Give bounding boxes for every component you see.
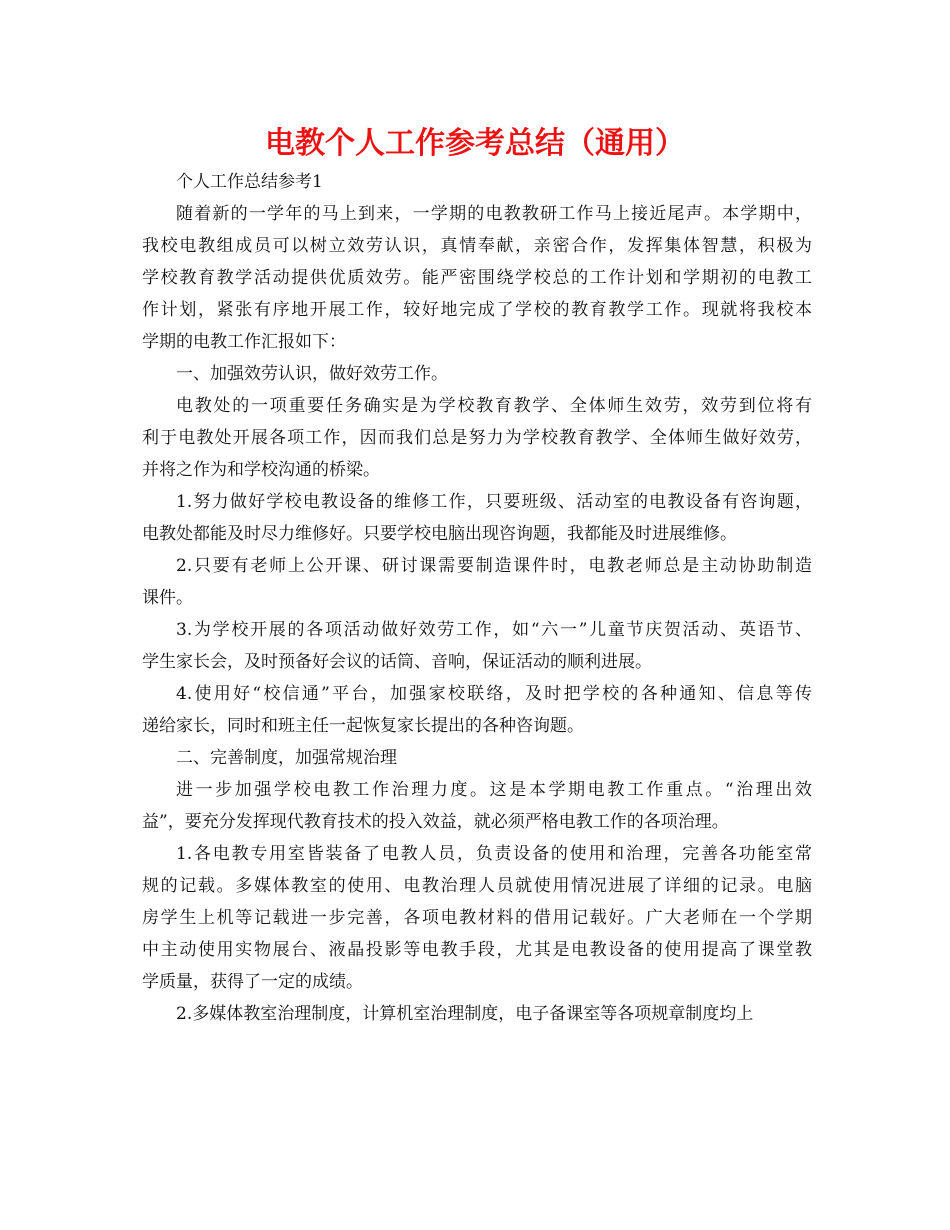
paragraph (142, 614, 812, 678)
paragraph-line: 学生家长会，及时预备好会议的话筒、音响，保证活动的顺利进展。 (142, 652, 652, 672)
paragraph-line: 二、完善制度，加强常规治理 (176, 748, 397, 768)
paragraph (142, 678, 812, 742)
paragraph (142, 998, 812, 1030)
paragraph (142, 390, 812, 486)
paragraph-line: 电教处的一项重要任务确实是为学校教育教学、全体师生效劳，效劳到位将有 (176, 396, 812, 416)
paragraph-line: 3.为学校开展的各项活动做好效劳工作，如“六一”儿童节庆贺活动、英语节、 (176, 620, 812, 640)
paragraph-line: 学质量，获得了一定的成绩。 (142, 972, 363, 992)
paragraph-line: 学校教育教学活动提供优质效劳。能严密围绕学校总的工作计划和学期初的电教工 (142, 268, 812, 288)
paragraph (142, 358, 812, 390)
paragraph-line: 益”，要充分发挥现代教育技术的投入效益，就必须严格电教工作的各项治理。 (142, 812, 729, 832)
paragraph-line: 学期的电教工作汇报如下： (142, 332, 346, 352)
paragraph-line: 课件。 (142, 588, 193, 608)
paragraph (142, 774, 812, 838)
document-title: 电教个人工作参考总结（通用） (265, 126, 685, 161)
paragraph-line: 2.只要有老师上公开课、研讨课需要制造课件时，电教老师总是主动协助制造 (176, 556, 812, 576)
paragraph-line: 中主动使用实物展台、液晶投影等电教手段，尤其是电教设备的使用提高了课堂教 (142, 940, 812, 960)
paragraph-line: 1.努力做好学校电教设备的维修工作，只要班级、活动室的电教设备有咨询题， (176, 492, 812, 512)
document-body (142, 166, 812, 1030)
paragraph-line: 并将之作为和学校沟通的桥梁。 (142, 460, 380, 480)
paragraph-line: 我校电教组成员可以树立效劳认识，真情奉献，亲密合作，发挥集体智慧，积极为 (142, 236, 812, 256)
paragraph-line: 1.各电教专用室皆装备了电教人员，负责设备的使用和治理，完善各功能室常 (176, 844, 812, 864)
paragraph-line: 4.使用好“校信通”平台，加强家校联络，及时把学校的各种通知、信息等传 (176, 684, 812, 704)
paragraph (142, 550, 812, 614)
paragraph-line: 递给家长，同时和班主任一起恢复家长提出的各种咨询题。 (142, 716, 584, 736)
paragraph (142, 198, 812, 358)
paragraph (142, 838, 812, 998)
paragraph-list (142, 198, 812, 1030)
paragraph-line: 电教处都能及时尽力维修好。只要学校电脑出现咨询题，我都能及时进展维修。 (142, 524, 737, 544)
paragraph-line: 进一步加强学校电教工作治理力度。这是本学期电教工作重点。“治理出效 (176, 780, 812, 800)
paragraph (142, 486, 812, 550)
paragraph-line: 规的记载。多媒体教室的使用、电教治理人员就使用情况进展了详细的记录。电脑 (142, 876, 812, 896)
paragraph-line: 作计划，紧张有序地开展工作，较好地完成了学校的教育教学工作。现就将我校本 (142, 300, 812, 320)
paragraph-line: 随着新的一学年的马上到来，一学期的电教教研工作马上接近尾声。本学期中， (176, 204, 812, 224)
paragraph (142, 742, 812, 774)
paragraph-line: 一、加强效劳认识，做好效劳工作。 (176, 364, 448, 384)
paragraph-line: 2.多媒体教室治理制度，计算机室治理制度，电子备课室等各项规章制度均上 (176, 1004, 754, 1024)
paragraph-line: 房学生上机等记载进一步完善，各项电教材料的借用记载好。广大老师在一个学期 (142, 908, 812, 928)
paragraph-line: 利于电教处开展各项工作，因而我们总是努力为学校教育教学、全体师生做好效劳， (142, 428, 812, 448)
subtitle: 个人工作总结参考1 (176, 172, 323, 192)
